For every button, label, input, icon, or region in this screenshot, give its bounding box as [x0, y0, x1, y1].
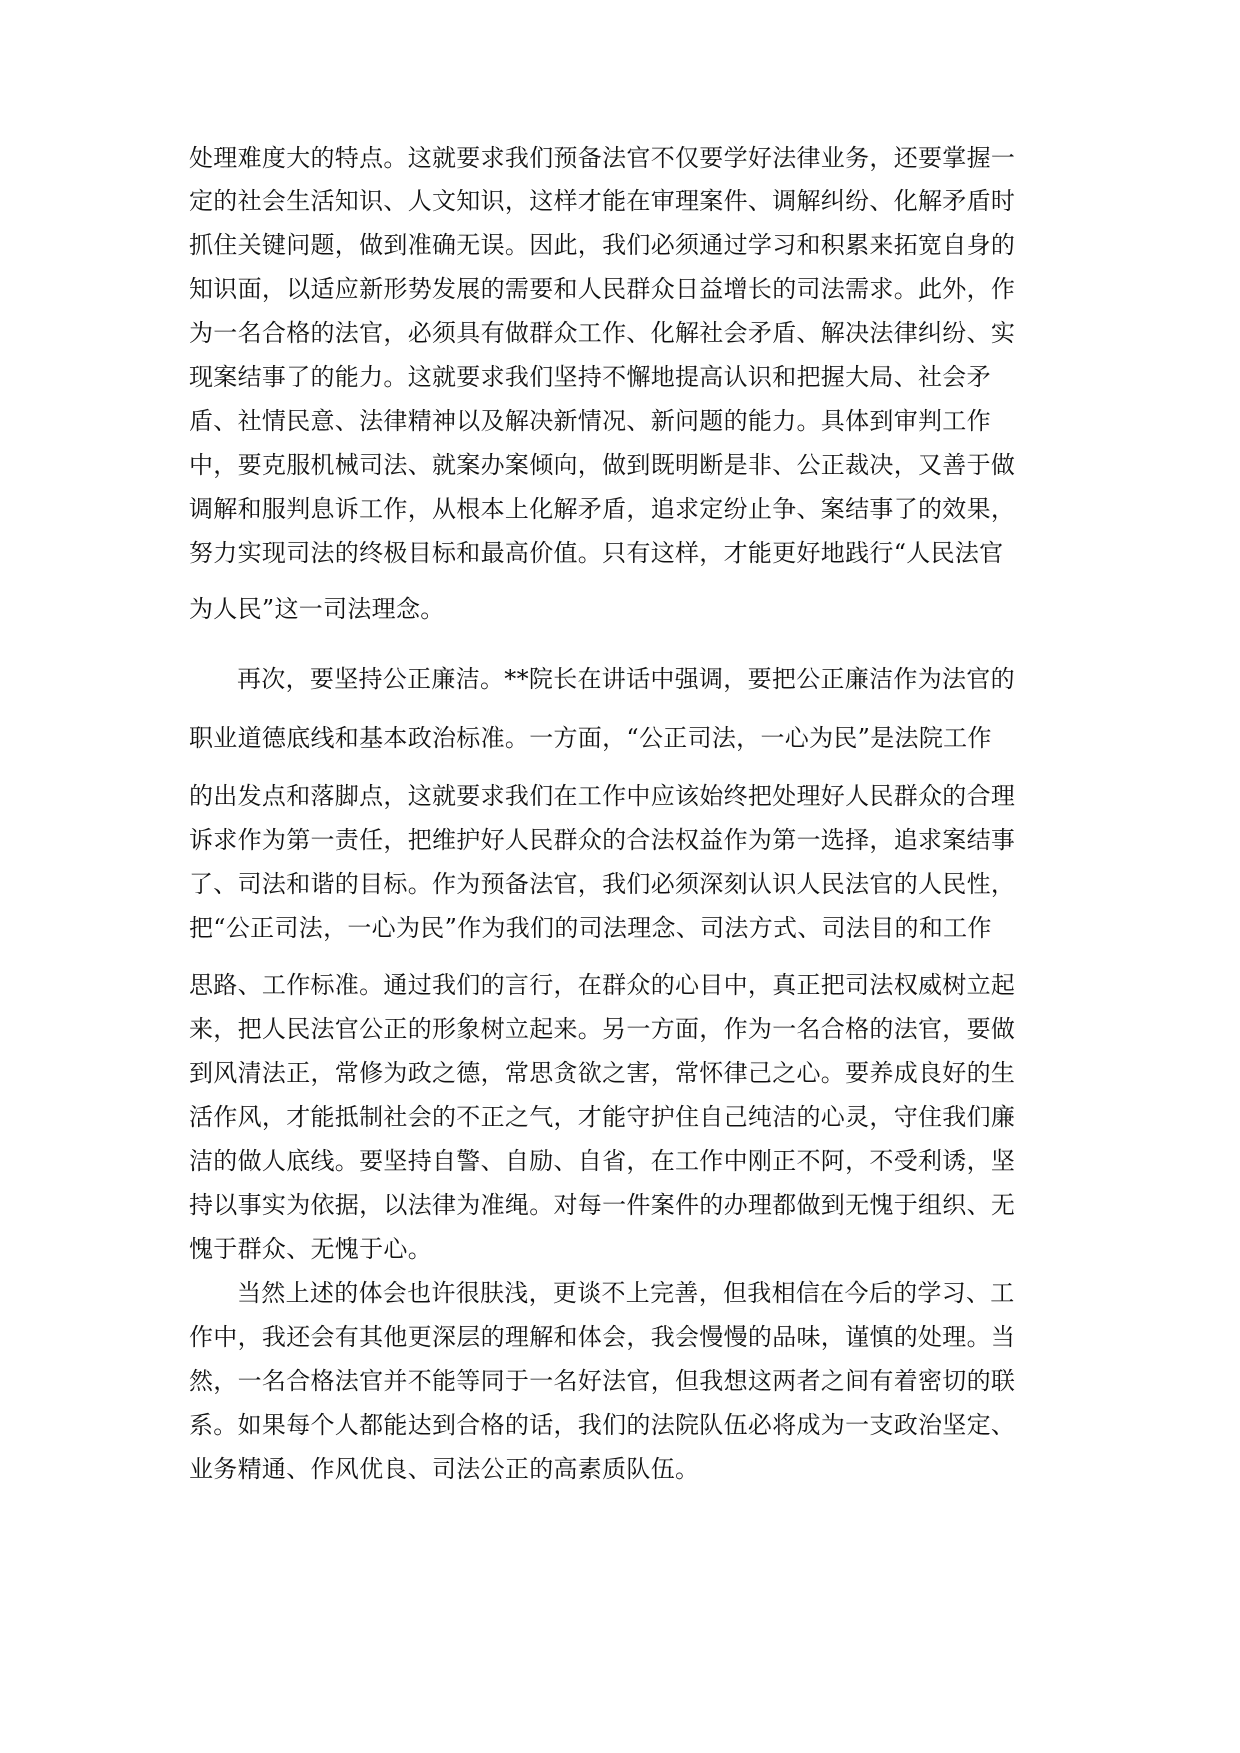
text-line: 洁的做人底线。要坚持自警、自励、自省，在工作中刚正不阿，不受利诱，坚 — [189, 1147, 1016, 1175]
text-line: 系。如果每个人都能达到合格的话，我们的法院队伍必将成为一支政治坚定、 — [189, 1411, 1016, 1439]
text-line: 当然上述的体会也许很肤浅，更谈不上完善，但我相信在今后的学习、工 — [237, 1279, 1015, 1307]
text-line: 来，把人民法官公正的形象树立起来。另一方面，作为一名合格的法官，要做 — [189, 1015, 1016, 1043]
text-line: 努力实现司法的终极目标和最高价值。只有这样，才能更好地践行“人民法官 — [189, 539, 1004, 567]
text-line: 活作风，才能抵制社会的不正之气，才能守护住自己纯洁的心灵，守住我们廉 — [189, 1103, 1016, 1131]
text-line: 现案结事了的能力。这就要求我们坚持不懈地提高认识和把握大局、社会矛 — [189, 363, 991, 391]
text-line: 为一名合格的法官，必须具有做群众工作、化解社会矛盾、解决法律纠纷、实 — [189, 319, 1016, 347]
text-line: 调解和服判息诉工作，从根本上化解矛盾，追求定纷止争、案结事了的效果， — [189, 495, 1016, 523]
text-line: 思路、工作标准。通过我们的言行，在群众的心目中，真正把司法权威树立起 — [189, 971, 1016, 999]
text-line: 愧于群众、无愧于心。 — [189, 1235, 432, 1263]
text-line: 知识面，以适应新形势发展的需要和人民群众日益增长的司法需求。此外，作 — [189, 275, 1016, 303]
text-line: 职业道德底线和基本政治标准。一方面，“公正司法，一心为民”是法院工作 — [189, 724, 992, 752]
text-line: 持以事实为依据，以法律为准绳。对每一件案件的办理都做到无愧于组织、无 — [189, 1191, 1016, 1219]
text-line: 诉求作为第一责任，把维护好人民群众的合法权益作为第一选择，追求案结事 — [189, 826, 1016, 854]
text-line: 到风清法正，常修为政之德，常思贪欲之害，常怀律己之心。要养成良好的生 — [189, 1059, 1016, 1087]
text-line: 处理难度大的特点。这就要求我们预备法官不仅要学好法律业务，还要掌握一 — [189, 144, 1016, 172]
text-line: 业务精通、作风优良、司法公正的高素质队伍。 — [189, 1455, 700, 1483]
text-line: 中，要克服机械司法、就案办案倾向，做到既明断是非、公正裁决，又善于做 — [189, 451, 1016, 479]
text-line: 盾、社情民意、法律精神以及解决新情况、新问题的能力。具体到审判工作 — [189, 407, 991, 435]
text-line: 再次，要坚持公正廉洁。**院长在讲话中强调，要把公正廉洁作为法官的 — [237, 665, 1015, 693]
text-line: 定的社会生活知识、人文知识，这样才能在审理案件、调解纠纷、化解矛盾时 — [189, 187, 1016, 215]
text-line: 了、司法和谐的目标。作为预备法官，我们必须深刻认识人民法官的人民性， — [189, 870, 1016, 898]
text-line: 作中，我还会有其他更深层的理解和体会，我会慢慢的品味，谨慎的处理。当 — [189, 1323, 1016, 1351]
text-line: 为人民”这一司法理念。 — [189, 595, 445, 623]
text-line: 的出发点和落脚点，这就要求我们在工作中应该始终把处理好人民群众的合理 — [189, 782, 1016, 810]
text-line: 然，一名合格法官并不能等同于一名好法官，但我想这两者之间有着密切的联 — [189, 1367, 1016, 1395]
text-line: 把“公正司法，一心为民”作为我们的司法理念、司法方式、司法目的和工作 — [189, 914, 992, 942]
text-line: 抓住关键问题，做到准确无误。因此，我们必须通过学习和积累来拓宽自身的 — [189, 231, 1016, 259]
